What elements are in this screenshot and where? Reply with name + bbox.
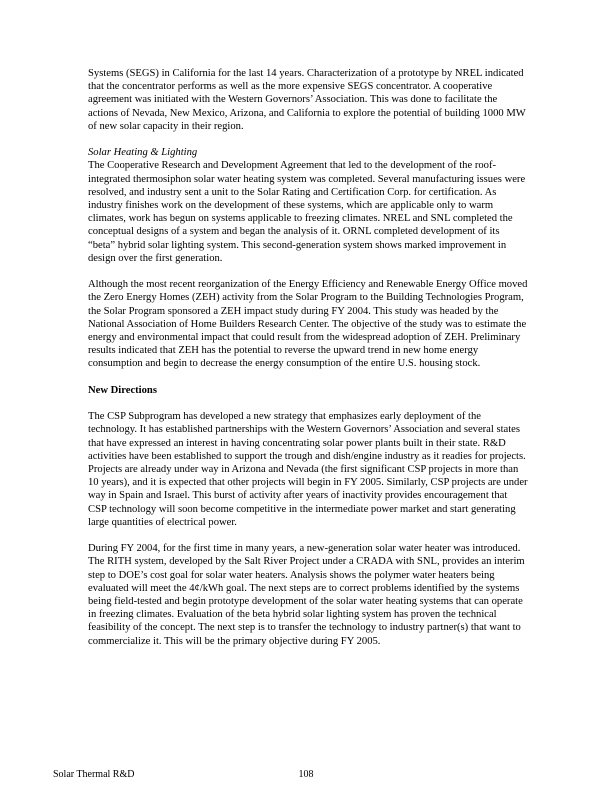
paragraph-segs-continuation: Systems (SEGS) in California for the last 14 years. Characterization of a prototype by NREL indicated that the concentrator performs as well as the more expensive SEGS concentrator. A cooperative agreement was initiated with the Western Governors’ Association. This was done to facilitate the actions of Nevada, New Mexico, Arizona, and California to explore the potential of building 1000 MW of new solar capacity in their region. (88, 68, 526, 132)
page-number: 108 (298, 769, 314, 780)
paragraph-csp-subprogram: The CSP Subprogram has developed a new strategy that emphasizes early deployment of the technology. It has established partnerships with the Western Governors’ Association and several states that have expressed an interest in having concentrating solar power plants built in their state. R&D activities have been established to support the trough and dish/engine industry as it readies for projects. Projects are already under way in Arizona and Nevada (the first significant CSP projects in more than 10 years), and it is expected that other projects will begin in FY 2005. Similarly, CSP projects are under way in Spain and Israel. This burst of activity after years of inactivity provides encouragement that CSP technology will soon become competitive in the intermediate power market and start generating large quantities of electrical power. (88, 411, 528, 528)
paragraph-crada-solar-water-heating: The Cooperative Research and Development Agreement that led to the development of the roof-integrated thermosiphon solar water heating system was completed. Several manufacturing issues were resolved, and industry sent a unit to the Solar Rating and Certification Corp. for certification. As industry finishes work on the development of these systems, which are applicable only to warm climates, work has begun on systems applicable to freezing climates. NREL and SNL completed the conceptual designs of a system and began the analysis of it. ORNL completed development of its “beta” hybrid solar lighting system. This second-generation system shows marked improvement in design over the first generation. (88, 160, 526, 264)
page-body (88, 67, 528, 648)
section-heading-new-directions: New Directions (88, 384, 157, 396)
page-footer (0, 768, 612, 781)
footer-section-title: Solar Thermal R&D (53, 769, 135, 780)
paragraph-fy2004-solar-water-heater: During FY 2004, for the first time in many years, a new-generation solar water heater was introduced. The RITH system, developed by the Salt River Project under a CRADA with SNL, provides an interim step to DOE’s cost goal for solar water heaters. Analysis shows the polymer water heaters being evaluated will meet the 4¢/kWh goal. The next steps are to correct problems identified by the systems being field-tested and begin prototype development of the solar water heating systems that can operate in freezing climates. Evaluation of the beta hybrid solar lighting system has proven the technical feasibility of the concept. The next step is to transfer the technology to industry partner(s) that want to commercialize it. This will be the primary objective during FY 2005. (88, 543, 525, 647)
section-heading-solar-heating-lighting: Solar Heating & Lighting (88, 147, 198, 159)
paragraph-zero-energy-homes: Although the most recent reorganization of the Energy Efficiency and Renewable Energy Office moved the Zero Energy Homes (ZEH) activity from the Solar Program to the Building Technologies Program, the Solar Program sponsored a ZEH impact study during FY 2004. This study was headed by the National Association of Home Builders Research Center. The objective of the study was to estimate the energy and environmental impact that could result from the widespread adoption of ZEH. Preliminary results indicated that ZEH has the potential to reverse the upward trend in new home energy consumption and begin to decrease the energy consumption of the entire U.S. housing stock. (88, 279, 528, 370)
